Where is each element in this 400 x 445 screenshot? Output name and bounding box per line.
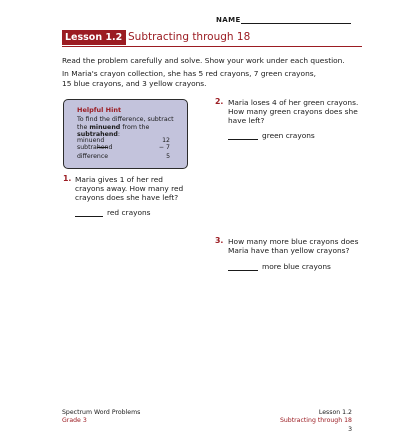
- hint-subtrahend-word: subtrahend: [77, 131, 118, 139]
- hint-minuend-word: minuend: [89, 123, 121, 131]
- name-label: NAME: [216, 16, 241, 24]
- question-3-text: How many more blue crayons does Maria have than yellow crayons?: [228, 237, 359, 255]
- hint-text-prefix: To find the difference, subtract the: [77, 116, 174, 131]
- question-3-answer-line[interactable]: [228, 270, 258, 271]
- hint-row-minuend-label: minuend: [77, 137, 105, 144]
- hint-row-subtrahend-label: subtrahend: [77, 144, 113, 151]
- hint-title: Helpful Hint: [77, 106, 122, 114]
- footer-book-title: Spectrum Word Problems: [62, 409, 141, 416]
- question-1-answer-label: red crayons: [107, 208, 151, 217]
- instructions-text: Read the problem carefully and solve. Show your work under each question.: [62, 56, 345, 65]
- lesson-title: Subtracting through 18: [128, 31, 251, 43]
- helpful-hint-box: [63, 99, 188, 169]
- hint-row-subtrahend-value: − 7: [158, 144, 170, 151]
- question-1-number: 1.: [63, 174, 72, 183]
- hint-explanation: [77, 116, 185, 139]
- hint-text-middle: from the: [122, 123, 150, 131]
- footer-lesson: Lesson 1.2: [318, 409, 352, 416]
- question-1-text: Maria gives 1 of her red crayons away. How many red crayons does she have left?: [75, 175, 184, 202]
- name-write-line[interactable]: [241, 23, 351, 24]
- footer-topic: Subtracting through 18: [279, 417, 352, 424]
- question-3-number: 3.: [215, 236, 224, 245]
- hint-row-difference-label: difference: [77, 153, 109, 160]
- question-2-answer-label: green crayons: [262, 131, 315, 140]
- question-2-number: 2.: [215, 97, 224, 106]
- hint-text-suffix: :: [117, 131, 120, 139]
- question-2-text: Maria loses 4 of her green crayons. How many green crayons does she have left?: [228, 98, 359, 125]
- hint-row-minuend-value: 12: [162, 137, 170, 144]
- hint-row-difference-value: 5: [166, 153, 170, 160]
- lesson-header: [62, 30, 362, 47]
- lesson-tag: Lesson 1.2: [62, 30, 126, 45]
- question-3-answer-label: more blue crayons: [262, 262, 331, 271]
- footer-grade: Grade 3: [62, 417, 87, 424]
- page-number: 3: [348, 426, 352, 433]
- scenario-text: In Maria's crayon collection, she has 5 red crayons, 7 green crayons, 15 blue crayons, and 3 yellow crayons.: [62, 69, 316, 88]
- question-2-answer-line[interactable]: [228, 139, 258, 140]
- subtraction-rule-line: [97, 147, 108, 148]
- question-1-answer-line[interactable]: [75, 216, 103, 217]
